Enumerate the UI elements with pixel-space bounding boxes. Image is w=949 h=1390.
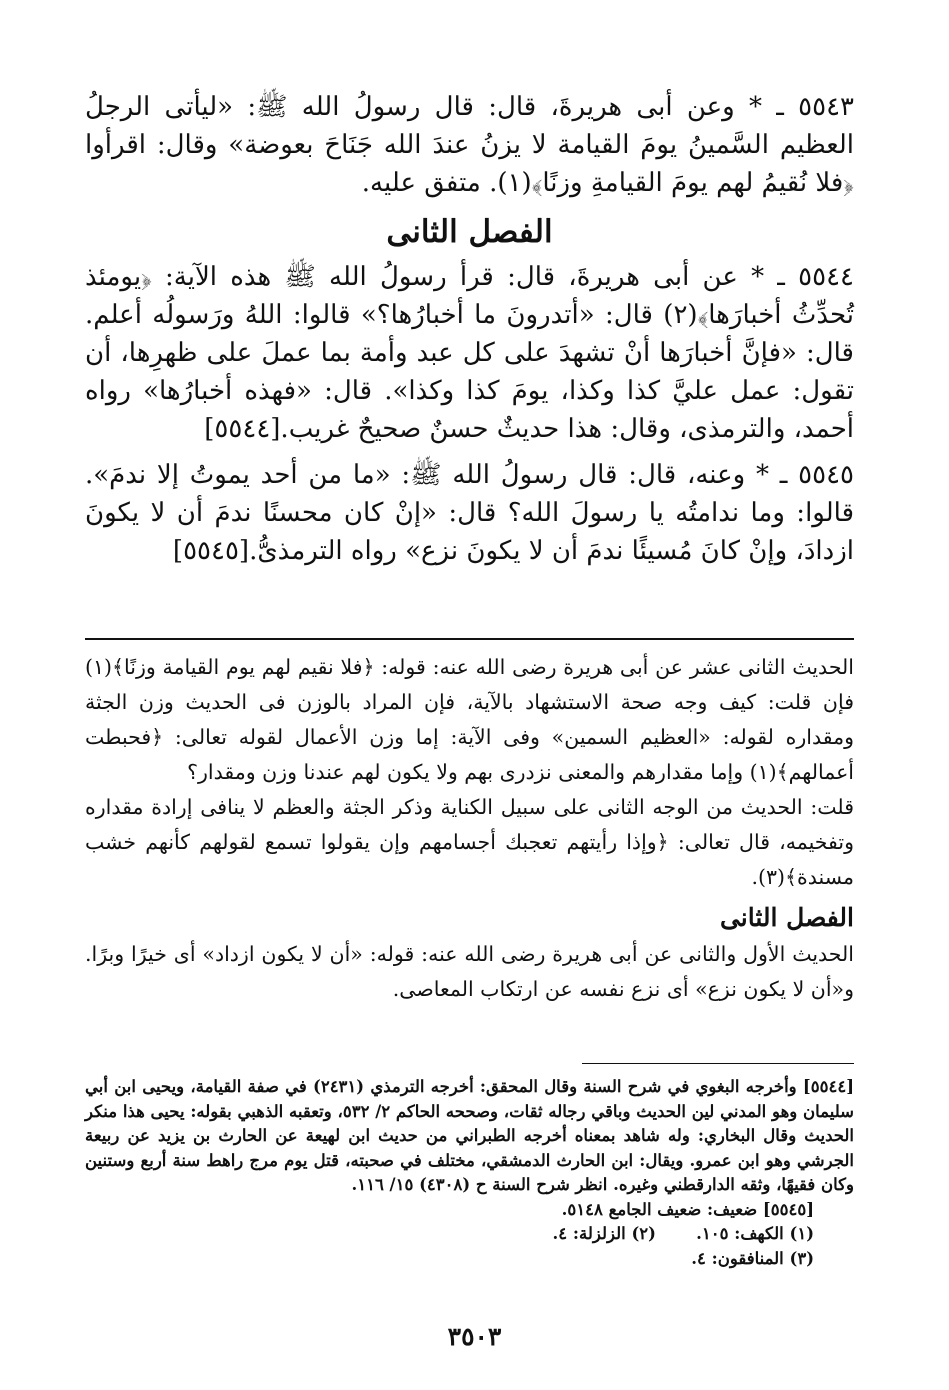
footnote-5545: [٥٥٤٥] ضعيف: ضعيف الجامع ٥١٤٨. — [561, 1199, 814, 1219]
footnote-3: (٣) المنافقون: ٤. — [691, 1248, 814, 1268]
commentary — [85, 650, 854, 1007]
footnote-5544: [٥٥٤٤] وأخرجه البغوي في شرح السنة وقال المحقق: أخرجه الترمذي (٢٤٣١) في صفة القيامة، ويحيى ابن أبي سليمان وهو المدني لين الحديث وباقي رجاله ثقات، وصححه الحاكم ٢/ ٥٣٢، وتعقبه الذهبي بقوله: يحيى هذا منكر الحديث وقال البخاري: وله شاهد بمعناه أخرجه الطبراني من حديث ابن لهيعة عن الحارث بن يزيد عن ربيعة الجرشي وهو ابن عمرو. ويقال: ابن الحارث الدمشقي، مختلف في صحبته، قتل يوم مرج راهط سنة أربع وستنين وكان فقيهًا، وثقه الدارقطني وغيره. انظر شرح السنة ح (٤٣٠٨) ١٥/ ١١٦. — [85, 1077, 854, 1194]
footnote-2: (٢) الزلزلة: ٤. — [552, 1224, 656, 1243]
footnotes — [85, 1075, 854, 1271]
page-number: ٣٥٠٣ — [447, 1322, 502, 1351]
hadith-text — [85, 88, 854, 570]
hadith-5543: ٥٥٤٣ ـ * وعن أبى هريرةَ، قال: قال رسولُ الله ﷺ: «ليأتى الرجلُ العظيم السَّمينُ يومَ القيامة لا يزنُ عندَ الله جَنَاحَ بعوضة» وقال: اقرأوا ﴿فلا نُقيمُ لهم يومَ القيامةِ وزنًا﴾(١). متفق عليه. — [85, 92, 854, 198]
footnote-1: (١) الكهف: ١٠٥. — [696, 1224, 814, 1243]
commentary-heading: الفصل الثانى — [719, 903, 854, 932]
section-heading: الفصل الثانى — [386, 214, 553, 250]
footnote-row — [85, 1222, 814, 1247]
commentary-paragraph: الحديث الثانى عشر عن أبى هريرة رضى الله عنه: قوله: ﴿فلا نقيم لهم يوم القيامة وزنًا﴾(١) فإن قلت: كيف وجه صحة الاستشهاد بالآية، فإن المراد بالوزن فى الحديث وزن الجثة ومقداره لقوله: «العظيم السمين» وفى الآية: إما وزن الأعمال لقوله تعالى: ﴿فحبطت أعمالهم﴾(١) وإما مقدارهم والمعنى نزدرى بهم ولا يكون لهم عندنا وزن ومقدار؟ — [85, 655, 854, 784]
hadith-5545: ٥٥٤٥ ـ * وعنه، قال: قال رسولُ الله ﷺ: «ما من أحد يموتُ إلا ندمَ». قالوا: وما ندامتُه يا رسولَ الله؟ قال: «إنْ كان محسنًا ندمَ أن لا يكونَ ازدادَ، وإنْ كانَ مُسيئًا ندمَ أن لا يكونَ نزع» رواه الترمذىُّ.[٥٥٤٥] — [85, 460, 854, 566]
hadith-5544: ٥٥٤٤ ـ * عن أبى هريرةَ، قال: قرأ رسولُ الله ﷺ هذه الآية: ﴿يومئذ تُحدِّثُ أخبارَها﴾(٢) قال: «أتدرونَ ما أخبارُها؟» قالوا: اللهُ ورَسولُه أعلم. قال: «فإنَّ أخبارَها أنْ تشهدَ على كل عبد وأمة بما عملَ على ظهرِها، أن تقول: عمل عليَّ كذا وكذا، يومَ كذا وكذا». قال: «فهذه أخبارُها» رواه أحمد، والترمذى، وقال: هذا حديثٌ حسنٌ صحيحٌ غريب.[٥٥٤٤] — [85, 262, 854, 444]
commentary-paragraph: الحديث الأول والثانى عن أبى هريرة رضى الله عنه: قوله: «أن لا يكون ازداد» أى خيرًا وبرًا. و«أن لا يكون نزع» أى نزع نفسه عن ارتكاب المعاصى. — [85, 942, 854, 1001]
commentary-divider — [85, 638, 854, 640]
commentary-paragraph: قلت: الحديث من الوجه الثانى على سبيل الكناية وذكر الجثة والعظم لا ينافى إرادة مقداره وتفخيمه، قال تعالى: ﴿وإذا رأيتهم تعجبك أجسامهم وإن يقولوا تسمع لقولهم كأنهم خشب مسندة﴾(٣). — [85, 795, 854, 889]
footnote-divider — [582, 1063, 854, 1064]
